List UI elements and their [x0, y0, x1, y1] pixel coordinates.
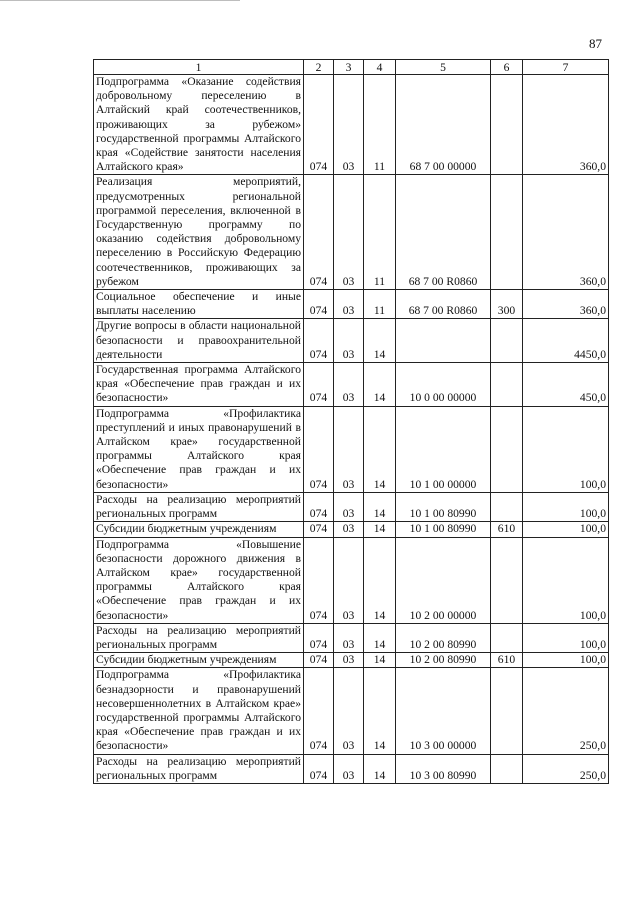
row-code-subsection: 14 [364, 653, 396, 668]
row-name: Другие вопросы в области национальной безопасности и правоохранительной деятельности [94, 319, 304, 363]
row-code-target: 68 7 00 R0860 [396, 290, 491, 319]
row-name: Расходы на реализацию мероприятий региональных программ [94, 623, 304, 652]
row-amount: 450,0 [523, 363, 609, 407]
row-code-section: 03 [334, 754, 364, 783]
row-code-expense-type [491, 492, 523, 521]
column-header: 5 [396, 60, 491, 75]
row-code-target: 10 1 00 00000 [396, 406, 491, 492]
row-code-ministry: 074 [304, 406, 334, 492]
row-code-section: 03 [334, 522, 364, 537]
row-code-expense-type: 610 [491, 653, 523, 668]
row-code-target: 10 3 00 80990 [396, 754, 491, 783]
row-code-target: 68 7 00 00000 [396, 75, 491, 175]
row-amount: 4450,0 [523, 319, 609, 363]
column-header: 1 [94, 60, 304, 75]
row-name: Подпрограмма «Повышение безопасности дорожного движения в Алтайском крае» государственной программы Алтайского края «Обеспечение прав граждан и их безопасности» [94, 537, 304, 623]
table-row [94, 668, 609, 754]
row-amount: 100,0 [523, 522, 609, 537]
row-code-expense-type [491, 668, 523, 754]
row-code-ministry: 074 [304, 653, 334, 668]
table-row [94, 75, 609, 175]
row-code-expense-type [491, 319, 523, 363]
top-rule [0, 0, 240, 1]
row-amount: 360,0 [523, 175, 609, 290]
row-code-target: 10 2 00 80990 [396, 623, 491, 652]
row-amount: 360,0 [523, 290, 609, 319]
row-code-section: 03 [334, 537, 364, 623]
row-code-expense-type: 300 [491, 290, 523, 319]
row-code-ministry: 074 [304, 668, 334, 754]
row-code-section: 03 [334, 175, 364, 290]
row-amount: 250,0 [523, 668, 609, 754]
table-row [94, 319, 609, 363]
row-amount: 100,0 [523, 406, 609, 492]
row-code-ministry: 074 [304, 623, 334, 652]
row-code-section: 03 [334, 290, 364, 319]
row-code-subsection: 14 [364, 754, 396, 783]
header-row [94, 60, 609, 75]
table-row [94, 537, 609, 623]
table-row [94, 754, 609, 783]
row-code-ministry: 074 [304, 522, 334, 537]
row-code-ministry: 074 [304, 754, 334, 783]
row-name: Расходы на реализацию мероприятий региональных программ [94, 754, 304, 783]
row-code-subsection: 14 [364, 522, 396, 537]
row-code-expense-type [491, 406, 523, 492]
row-code-ministry: 074 [304, 75, 334, 175]
table-row [94, 653, 609, 668]
table-row [94, 406, 609, 492]
row-amount: 100,0 [523, 492, 609, 521]
row-name: Подпрограмма «Профилактика безнадзорности и правонарушений несовершеннолетних в Алтайском крае» государственной программы Алтайского края «Обеспечение прав граждан и их безопасности» [94, 668, 304, 754]
row-code-section: 03 [334, 363, 364, 407]
table-body [94, 75, 609, 784]
row-code-section: 03 [334, 406, 364, 492]
row-amount: 100,0 [523, 537, 609, 623]
row-amount: 100,0 [523, 653, 609, 668]
page-number: 87 [589, 36, 602, 51]
row-name: Субсидии бюджетным учреждениям [94, 653, 304, 668]
row-code-target: 10 1 00 80990 [396, 522, 491, 537]
row-code-expense-type: 610 [491, 522, 523, 537]
row-code-subsection: 14 [364, 406, 396, 492]
row-code-target: 68 7 00 R0860 [396, 175, 491, 290]
row-amount: 360,0 [523, 75, 609, 175]
row-name: Расходы на реализацию мероприятий региональных программ [94, 492, 304, 521]
table-row [94, 363, 609, 407]
row-amount: 100,0 [523, 623, 609, 652]
row-code-subsection: 14 [364, 668, 396, 754]
row-code-section: 03 [334, 319, 364, 363]
column-header: 2 [304, 60, 334, 75]
row-name: Реализация мероприятий, предусмотренных региональной программой переселения, включенной в Государственную программу по оказанию содействия добровольному переселению в Российскую Федерацию соотечественников, проживающих за рубежом [94, 175, 304, 290]
row-code-ministry: 074 [304, 319, 334, 363]
row-code-subsection: 14 [364, 319, 396, 363]
row-code-ministry: 074 [304, 363, 334, 407]
row-code-expense-type [491, 175, 523, 290]
table-row [94, 492, 609, 521]
row-code-subsection: 11 [364, 75, 396, 175]
row-name: Подпрограмма «Профилактика преступлений и иных правонарушений в Алтайском крае» государственной программы Алтайского края «Обеспечение прав граждан и их безопасности» [94, 406, 304, 492]
column-header: 3 [334, 60, 364, 75]
row-name: Государственная программа Алтайского края «Обеспечение прав граждан и их безопасности» [94, 363, 304, 407]
row-code-target: 10 1 00 80990 [396, 492, 491, 521]
budget-table [93, 59, 609, 784]
row-code-subsection: 14 [364, 537, 396, 623]
row-code-expense-type [491, 75, 523, 175]
column-header: 4 [364, 60, 396, 75]
row-code-section: 03 [334, 623, 364, 652]
table-row [94, 522, 609, 537]
row-name: Социальное обеспечение и иные выплаты населению [94, 290, 304, 319]
row-code-subsection: 11 [364, 290, 396, 319]
row-code-section: 03 [334, 668, 364, 754]
table-row [94, 623, 609, 652]
row-code-expense-type [491, 363, 523, 407]
row-name: Субсидии бюджетным учреждениям [94, 522, 304, 537]
row-code-expense-type [491, 623, 523, 652]
row-code-section: 03 [334, 653, 364, 668]
row-code-section: 03 [334, 492, 364, 521]
row-code-subsection: 14 [364, 492, 396, 521]
row-code-target [396, 319, 491, 363]
row-code-target: 10 3 00 00000 [396, 668, 491, 754]
row-code-section: 03 [334, 75, 364, 175]
row-code-ministry: 074 [304, 492, 334, 521]
row-code-ministry: 074 [304, 175, 334, 290]
row-amount: 250,0 [523, 754, 609, 783]
row-code-expense-type [491, 754, 523, 783]
table-header [94, 60, 609, 75]
row-code-target: 10 2 00 80990 [396, 653, 491, 668]
column-header: 6 [491, 60, 523, 75]
table-row [94, 175, 609, 290]
row-code-subsection: 14 [364, 623, 396, 652]
table-row [94, 290, 609, 319]
row-name: Подпрограмма «Оказание содействия добровольному переселению в Алтайский край соотечественников, проживающих за рубежом» государственной программы Алтайского края «Содействие занятости населения Алтайского края» [94, 75, 304, 175]
row-code-ministry: 074 [304, 290, 334, 319]
row-code-target: 10 0 00 00000 [396, 363, 491, 407]
row-code-subsection: 11 [364, 175, 396, 290]
row-code-ministry: 074 [304, 537, 334, 623]
row-code-subsection: 14 [364, 363, 396, 407]
column-header: 7 [523, 60, 609, 75]
row-code-target: 10 2 00 00000 [396, 537, 491, 623]
row-code-expense-type [491, 537, 523, 623]
